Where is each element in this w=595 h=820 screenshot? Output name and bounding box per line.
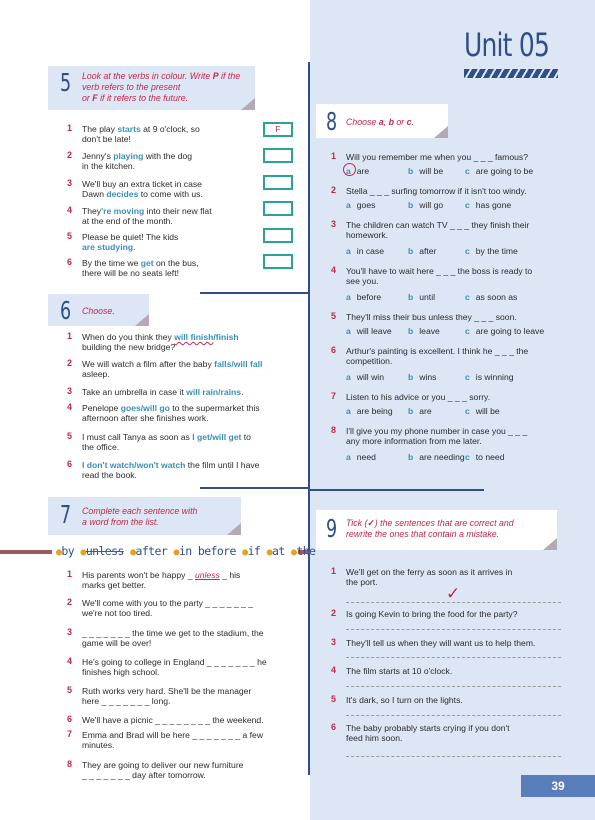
word-list: ●by ●unless ●after ●in before ●if ●at ●the (0, 544, 310, 561)
word-option: in (178, 544, 192, 558)
question-text: The children can watch TV _ _ _ they finish their homework. (346, 220, 530, 241)
item-number: 2 (331, 185, 337, 195)
item-number: 1 (67, 569, 73, 579)
item-number: 6 (67, 257, 73, 267)
option-b[interactable]: b leave (408, 326, 440, 336)
option-a[interactable]: a need (346, 452, 376, 462)
item-number: 8 (67, 759, 73, 769)
question-text: Will you remember me when you _ _ _ famous? (346, 152, 528, 162)
option-b[interactable]: b wins (408, 372, 437, 382)
word-option: the (296, 544, 316, 558)
list-item: Take an umbrella in case it will rain/rains. (82, 387, 244, 397)
answer-box[interactable]: F (263, 122, 293, 137)
option-a[interactable]: a goes (346, 200, 376, 210)
list-item: I don't watch/won't watch the film until I have read the book. (82, 460, 260, 481)
answer-line[interactable] (346, 715, 561, 716)
option-a[interactable]: a are (346, 166, 370, 176)
word-option: if (247, 544, 261, 558)
item-number: 5 (67, 685, 73, 695)
option-c[interactable]: c are going to leave (465, 326, 545, 336)
item-number: 7 (67, 729, 73, 739)
section-9-number: 9 (326, 514, 338, 543)
answer-box[interactable] (263, 148, 293, 163)
item-number: 5 (67, 431, 73, 441)
list-item: Jenny's playing with the dog in the kitchen. (82, 151, 193, 172)
section-5-instruction: Look at the verbs in colour. Write P if the verb refers to the present or F if it refers to the future. (82, 71, 241, 103)
item-number: 3 (331, 219, 337, 229)
item-number: 1 (67, 123, 73, 133)
item-number: 3 (331, 637, 337, 647)
item-number: 4 (331, 265, 337, 275)
list-item: By the time we get on the bus, there will be no seats left! (82, 258, 199, 279)
item-number: 2 (67, 150, 73, 160)
item-number: 2 (331, 608, 337, 618)
answer-box[interactable] (263, 254, 293, 269)
word-option: before (197, 544, 236, 558)
section-8-instruction: Choose a, b or c. (346, 117, 415, 127)
word-option: unless (85, 544, 124, 558)
answer-line[interactable] (346, 602, 561, 603)
unit-title: Unit 05 (464, 26, 550, 64)
option-c[interactable]: c has gone (465, 200, 512, 210)
option-c[interactable]: c are going to be (465, 166, 534, 176)
option-b[interactable]: b after (408, 246, 437, 256)
checkmark-icon: ✓ (446, 584, 461, 603)
option-c[interactable]: c will be (465, 406, 500, 416)
list-item: They'll tell us when they will want us to help them. (346, 638, 536, 648)
item-number: 6 (331, 345, 337, 355)
list-item: They're moving into their new flat at the end of the month. (82, 206, 212, 227)
unit-title-stripe (464, 69, 558, 78)
list-item: We'll come with you to the party _ _ _ _ _ _ _ we're not too tired. (82, 598, 254, 619)
word-option: by (61, 544, 75, 558)
item-number: 3 (67, 178, 73, 188)
divider-vertical (308, 62, 310, 775)
option-a[interactable]: a will win (346, 372, 384, 382)
divider-s5-s6 (200, 292, 310, 294)
section-7-instruction: Complete each sentence with a word from the list. (82, 506, 198, 527)
section-7-number: 7 (60, 500, 72, 529)
item-number: 8 (331, 425, 337, 435)
question-text: I'll give you my phone number in case you _ _ _ any more information from me later. (346, 426, 528, 447)
section-8-number: 8 (326, 107, 338, 136)
list-item: The play starts at 9 o'clock, so don't be late! (82, 124, 200, 145)
option-b[interactable]: b are needing (408, 452, 465, 462)
item-number: 1 (67, 331, 73, 341)
list-item: We'll have a picnic _ _ _ _ _ _ _ _ the weekend. (82, 715, 264, 725)
list-item: _ _ _ _ _ _ _ the time we get to the stadium, the game will be over! (82, 628, 264, 649)
answer-box[interactable] (263, 201, 293, 216)
page-number: 39 (521, 775, 595, 797)
item-number: 6 (67, 714, 73, 724)
section-6-number: 6 (60, 296, 72, 325)
list-item: I must call Tanya as soon as I get/will get to the office. (82, 432, 251, 453)
option-b[interactable]: b will be (408, 166, 444, 176)
item-number: 5 (331, 694, 337, 704)
question-text: Stella _ _ _ surfing tomorrow if it isn't too windy. (346, 186, 527, 196)
list-item: When do you think they will finish/finish building the new bridge? (82, 332, 239, 353)
answer-line[interactable] (346, 629, 561, 630)
item-number: 3 (67, 627, 73, 637)
item-number: 6 (331, 722, 337, 732)
section-9-instruction: Tick (✓) the sentences that are correct and rewrite the ones that contain a mistake. (346, 518, 514, 539)
item-number: 1 (331, 566, 337, 576)
item-number: 1 (331, 151, 337, 161)
tick-symbol: ✓ (367, 518, 375, 528)
list-item: We will watch a film after the baby falls/will fall asleep. (82, 359, 263, 380)
item-number: 7 (331, 391, 337, 401)
option-a[interactable]: a will leave (346, 326, 392, 336)
option-b[interactable]: b are (408, 406, 432, 416)
list-item: Please be quiet! The kids are studying. (82, 232, 179, 253)
option-a[interactable]: a before (346, 292, 382, 302)
list-item: Ruth works very hard. She'll be the manager here _ _ _ _ _ _ _ long. (82, 686, 252, 707)
section-5-number: 5 (60, 68, 72, 97)
section-6-instruction: Choose. (82, 306, 115, 316)
answer-box[interactable] (263, 175, 293, 190)
list-item: His parents won't be happy _ unless _ his marks get better. (82, 570, 241, 591)
question-text: You'll have to wait here _ _ _ the boss is ready to see you. (346, 266, 533, 287)
option-a[interactable]: a in case (346, 246, 385, 256)
item-number: 3 (67, 386, 73, 396)
list-item: They are going to deliver our new furniture _ _ _ _ _ _ _ day after tomorrow. (82, 760, 244, 781)
list-item: Penelope goes/will go to the supermarket this afternoon after she finishes work. (82, 403, 260, 424)
item-number: 2 (67, 358, 73, 368)
word-option: at (272, 544, 285, 558)
list-item: It's dark, so I turn on the lights. (346, 695, 463, 705)
question-text: Arthur's painting is excellent. I think he _ _ _ the competition. (346, 346, 529, 367)
question-text: They'll miss their bus unless they _ _ _ soon. (346, 312, 517, 322)
item-number: 4 (67, 205, 73, 215)
question-text: Listen to his advice or you _ _ _ sorry. (346, 392, 491, 402)
answer-box[interactable] (263, 228, 293, 243)
option-c[interactable]: c is winning (465, 372, 514, 382)
list-item: Is going Kevin to bring the food for the party? (346, 609, 518, 619)
list-item: He's going to college in England _ _ _ _ _ _ _ he finishes high school. (82, 657, 267, 678)
answer-line[interactable] (346, 756, 561, 757)
list-item: We'll buy an extra ticket in case Dawn decides to come with us. (82, 179, 203, 200)
option-c[interactable]: c as soon as (465, 292, 518, 302)
item-number: 4 (67, 656, 73, 666)
list-item: Emma and Brad will be here _ _ _ _ _ _ _ a few minutes. (82, 730, 264, 751)
divider-s8-s9 (310, 489, 484, 491)
list-item: The baby probably starts crying if you don't feed him soon. (346, 723, 510, 744)
answer-line[interactable] (346, 686, 561, 687)
option-b[interactable]: b will go (408, 200, 444, 210)
divider-s6-s7 (200, 487, 310, 489)
list-item: The film starts at 10 o'clock. (346, 666, 453, 676)
list-item: We'll get on the ferry as soon as it arrives in the port. (346, 567, 513, 588)
item-number: 6 (67, 459, 73, 469)
item-number: 2 (67, 597, 73, 607)
word-option: after (135, 544, 168, 558)
item-number: 4 (67, 402, 73, 412)
handwritten-answer: unless (194, 570, 220, 580)
option-a[interactable]: a are being (346, 406, 393, 416)
option-c[interactable]: c by the time (465, 246, 518, 256)
option-b[interactable]: b until (408, 292, 436, 302)
option-c[interactable]: c to need (465, 452, 505, 462)
item-number: 4 (331, 665, 337, 675)
answer-line[interactable] (346, 657, 561, 658)
item-number: 5 (67, 231, 73, 241)
item-number: 5 (331, 311, 337, 321)
